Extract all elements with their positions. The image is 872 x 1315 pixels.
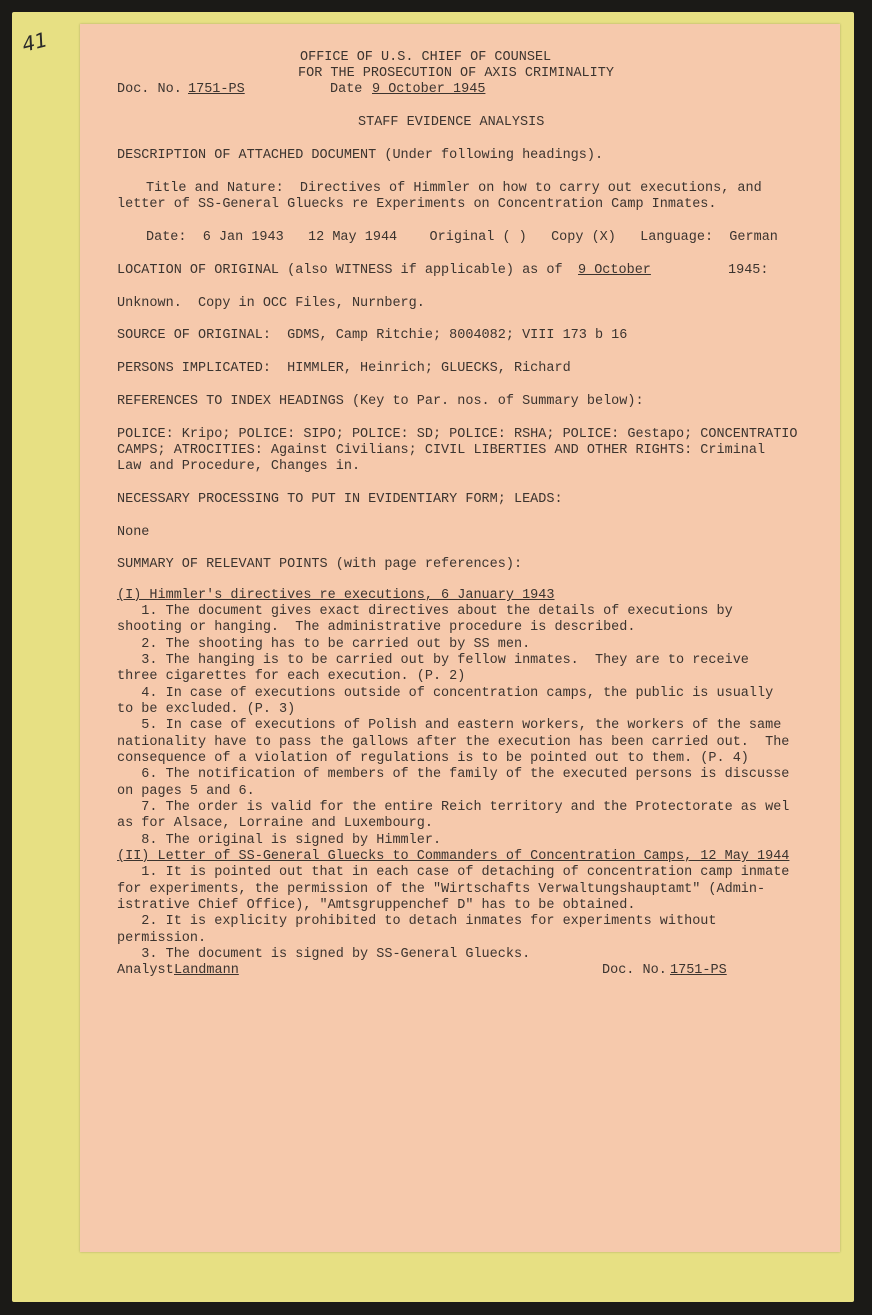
section-2-line: 1. It is pointed out that in each case of detaching of concentration camp inmate — [117, 865, 790, 880]
summary-heading: SUMMARY OF RELEVANT POINTS (with page references): — [117, 557, 523, 572]
section-1-line: consequence of a violation of regulations is to be pointed out to them. (P. 4) — [117, 751, 749, 766]
references-heading: REFERENCES TO INDEX HEADINGS (Key to Par. nos. of Summary below): — [117, 394, 644, 409]
section-1-line: 2. The shooting has to be carried out by SS men. — [117, 637, 531, 652]
section-1-line: 1. The document gives exact directives about the details of executions by — [117, 604, 733, 619]
section-1-heading: (I) Himmler's directives re executions, 6 January 1943 — [117, 588, 555, 603]
header-line-1: OFFICE OF U.S. CHIEF OF COUNSEL — [300, 50, 552, 65]
section-1-line: shooting or hanging. The administrative procedure is described. — [117, 620, 636, 635]
location-prefix: LOCATION OF ORIGINAL (also WITNESS if applicable) as of — [117, 263, 563, 278]
source-of-original: SOURCE OF ORIGINAL: GDMS, Camp Ritchie; 8004082; VIII 173 b 16 — [117, 328, 628, 343]
analyst-label: Analyst — [117, 963, 174, 978]
analyst-name: Landmann — [174, 963, 239, 978]
location-date: 9 October — [578, 263, 651, 278]
section-1-line: 8. The original is signed by Himmler. — [117, 833, 442, 848]
section-2-line: istrative Chief Office), "Amtsgruppenchef D" has to be obtained. — [117, 898, 636, 913]
section-1-line: 5. In case of executions of Polish and eastern workers, the workers of the same — [117, 718, 782, 733]
section-2-line: 2. It is explicity prohibited to detach inmates for experiments without — [117, 914, 717, 929]
section-1-line: on pages 5 and 6. — [117, 784, 255, 799]
references-line-2: CAMPS; ATROCITIES: Against Civilians; CIVIL LIBERTIES AND OTHER RIGHTS: Criminal — [117, 443, 766, 458]
section-2-line: for experiments, the permission of the "Wirtschafts Verwaltungshauptamt" (Admin- — [117, 882, 766, 897]
section-2-line: 3. The document is signed by SS-General Gluecks. — [117, 947, 531, 962]
document-title: STAFF EVIDENCE ANALYSIS — [358, 115, 545, 130]
header-line-2: FOR THE PROSECUTION OF AXIS CRIMINALITY — [298, 66, 614, 81]
date-line: Date: 6 Jan 1943 12 May 1944 Original ( ) Copy (X) Language: German — [146, 230, 778, 245]
title-nature-line-2: letter of SS-General Gluecks re Experiments on Concentration Camp Inmates. — [117, 197, 717, 212]
footer-doc-no-label: Doc. No. — [602, 963, 667, 978]
section-1-line: 7. The order is valid for the entire Reich territory and the Protectorate as wel — [117, 800, 790, 815]
section-1-line: nationality have to pass the gallows after the execution has been carried out. The — [117, 735, 790, 750]
references-line-1: POLICE: Kripo; POLICE: SIPO; POLICE: SD; POLICE: RSHA; POLICE: Gestapo; CONCENTRATIO — [117, 427, 798, 442]
processing-value: None — [117, 525, 150, 540]
section-2-heading: (II) Letter of SS-General Gluecks to Commanders of Concentration Camps, 12 May 1944 — [117, 849, 790, 864]
section-1-line: 3. The hanging is to be carried out by fellow inmates. They are to receive — [117, 653, 749, 668]
section-1-line: as for Alsace, Lorraine and Luxembourg. — [117, 816, 433, 831]
margin-note: 41 — [19, 27, 50, 57]
footer-doc-no-value: 1751-PS — [670, 963, 727, 978]
doc-no-label: Doc. No. — [117, 82, 182, 97]
date-label: Date — [330, 82, 363, 97]
section-2-line: permission. — [117, 931, 207, 946]
date-value: 9 October 1945 — [372, 82, 486, 97]
location-value: Unknown. Copy in OCC Files, Nurnberg. — [117, 296, 425, 311]
title-nature-line-1: Title and Nature: Directives of Himmler on how to carry out executions, and — [146, 181, 762, 196]
description-heading: DESCRIPTION OF ATTACHED DOCUMENT (Under following headings). — [117, 148, 604, 163]
section-1-line: to be excluded. (P. 3) — [117, 702, 296, 717]
section-1-line: 4. In case of executions outside of concentration camps, the public is usually — [117, 686, 774, 701]
section-1-line: 6. The notification of members of the family of the executed persons is discusse — [117, 767, 790, 782]
references-line-3: Law and Procedure, Changes in. — [117, 459, 361, 474]
location-year: 1945: — [728, 263, 769, 278]
persons-implicated: PERSONS IMPLICATED: HIMMLER, Heinrich; GLUECKS, Richard — [117, 361, 571, 376]
processing-heading: NECESSARY PROCESSING TO PUT IN EVIDENTIARY FORM; LEADS: — [117, 492, 563, 507]
doc-no-value: 1751-PS — [188, 82, 245, 97]
section-1-line: three cigarettes for each execution. (P. 2) — [117, 669, 466, 684]
